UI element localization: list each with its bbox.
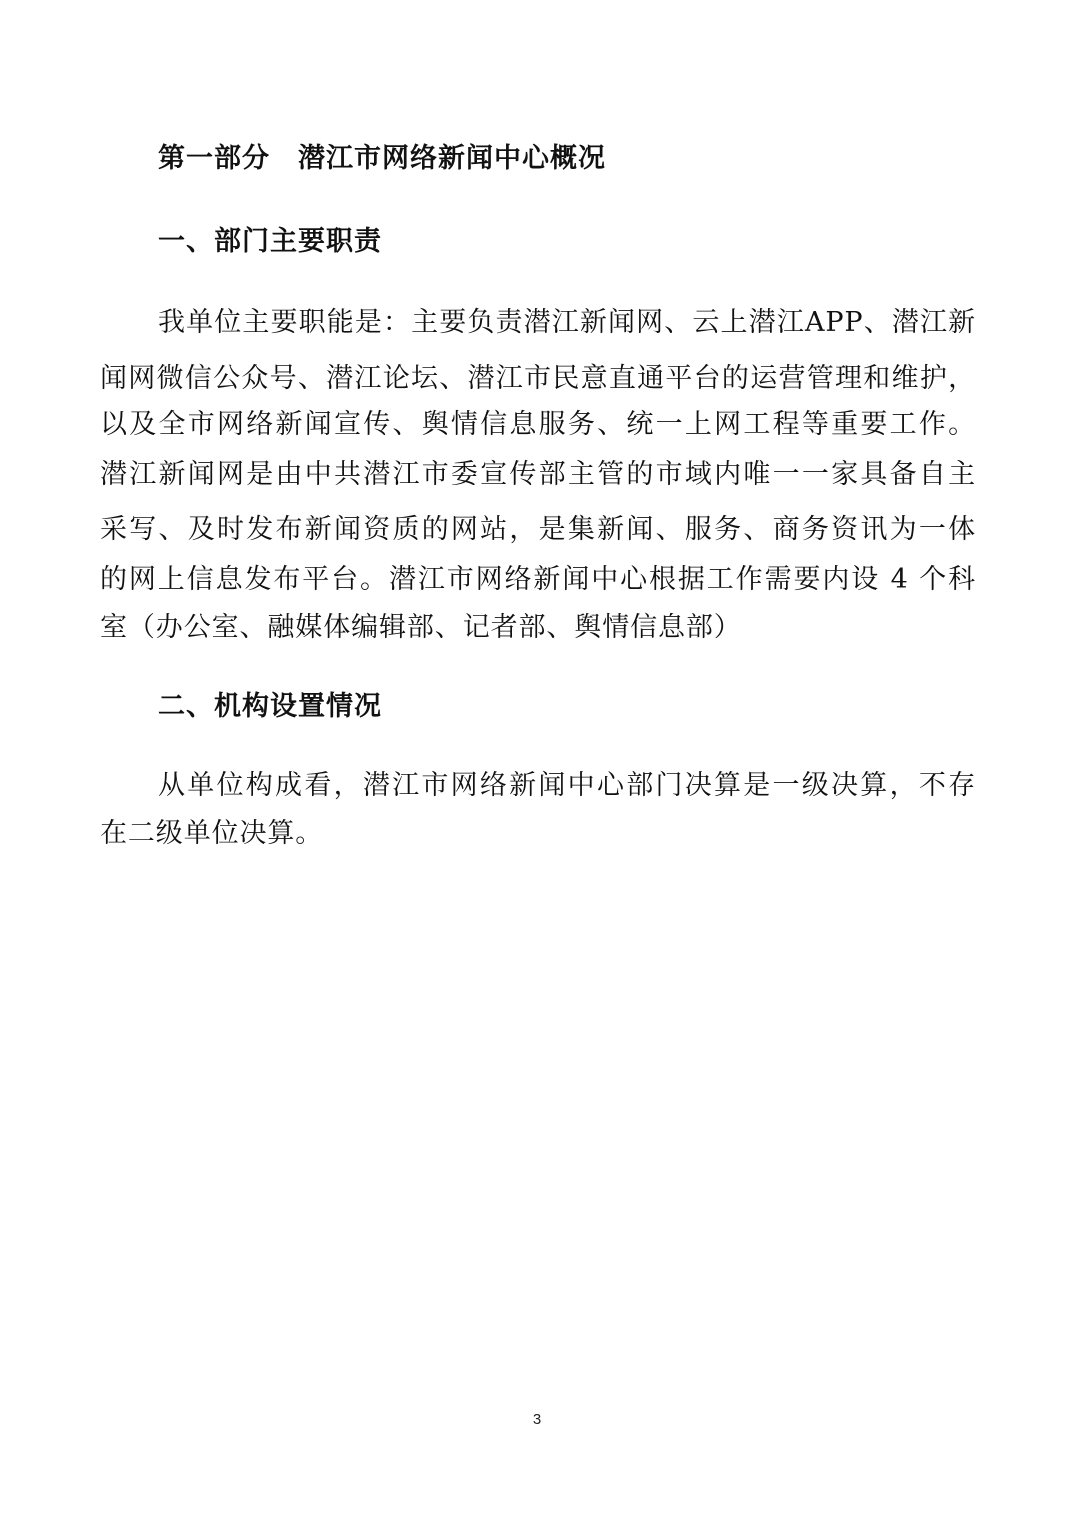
paragraph-line: 采写、及时发布新闻资质的网站，是集新闻、服务、商务资讯为一体 [100,514,976,545]
paragraph-line: 以及全市网络新闻宣传、舆情信息服务、统一上网工程等重要工作。 [100,409,976,440]
paragraph-line: 我单位主要职能是：主要负责潜江新闻网、云上潜江APP、潜江新 [158,307,976,338]
page-number: 3 [532,1411,542,1428]
paragraph-line: 从单位构成看，潜江市网络新闻中心部门决算是一级决算，不存 [158,770,976,801]
section-heading-duties: 一、部门主要职责 [158,226,382,257]
paragraph-line: 潜江新闻网是由中共潜江市委宣传部主管的市域内唯一一家具备自主 [100,459,976,490]
paragraph-line: 在二级单位决算。 [100,818,324,849]
section-heading-structure: 二、机构设置情况 [158,691,382,722]
part-title: 第一部分 潜江市网络新闻中心概况 [158,143,606,174]
paragraph-line: 闻网微信公众号、潜江论坛、潜江市民意直通平台的运营管理和维护， [100,363,976,394]
paragraph-line: 的网上信息发布平台。潜江市网络新闻中心根据工作需要内设 4 个科 [100,564,976,595]
paragraph-line: 室（办公室、融媒体编辑部、记者部、舆情信息部） [100,612,742,643]
